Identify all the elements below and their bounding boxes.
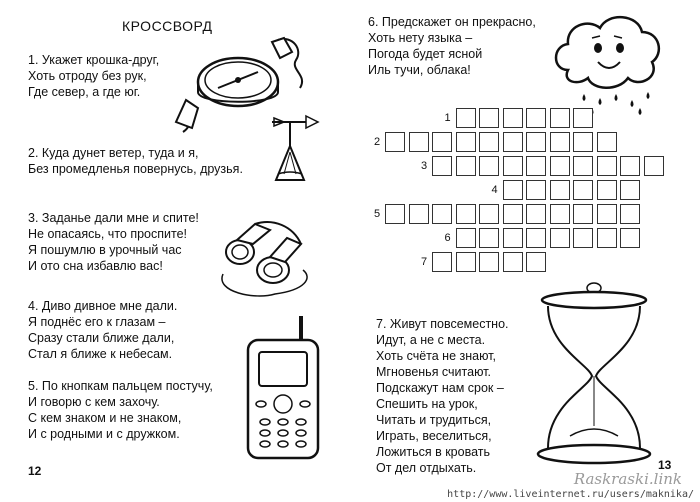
crossword-cell[interactable] bbox=[573, 108, 593, 128]
crossword-cell[interactable] bbox=[409, 132, 429, 152]
crossword-cell[interactable] bbox=[503, 132, 523, 152]
crossword-cell[interactable] bbox=[526, 108, 546, 128]
crossword-cell[interactable] bbox=[597, 180, 617, 200]
crossword-cell[interactable] bbox=[503, 252, 523, 272]
crossword-row-number: 2 bbox=[374, 136, 381, 148]
crossword-cell[interactable] bbox=[644, 156, 664, 176]
riddle-line: Подскажут нам срок – bbox=[376, 381, 504, 395]
page-title: КРОССВОРД bbox=[122, 18, 213, 34]
crossword-cell[interactable] bbox=[526, 252, 546, 272]
crossword-cell[interactable] bbox=[456, 132, 476, 152]
riddle-line: Я пошумлю в урочный час bbox=[28, 243, 182, 257]
crossword-cell[interactable] bbox=[550, 180, 570, 200]
riddle-line: От дел отдыхать. bbox=[376, 461, 477, 475]
crossword-row-number: 4 bbox=[491, 184, 498, 196]
crossword-row-number: 7 bbox=[421, 256, 428, 268]
riddle-line: Иль тучи, облака! bbox=[368, 63, 471, 77]
crossword-cell[interactable] bbox=[620, 228, 640, 248]
mobile-phone-illustration bbox=[245, 312, 325, 462]
watermark: Raskraski.link bbox=[573, 470, 682, 488]
crossword-row-number: 6 bbox=[444, 232, 451, 244]
crossword-cell[interactable] bbox=[573, 132, 593, 152]
riddle-1 bbox=[28, 52, 159, 100]
riddle-line: Мгновенья считают. bbox=[376, 365, 491, 379]
crossword-cell[interactable] bbox=[503, 156, 523, 176]
riddle-line: Погода будет ясной bbox=[368, 47, 483, 61]
crossword-cell[interactable] bbox=[550, 204, 570, 224]
crossword-cell[interactable] bbox=[503, 108, 523, 128]
crossword-row-number: 3 bbox=[421, 160, 428, 172]
riddle-line: Без промедленья повернусь, друзья. bbox=[28, 162, 243, 176]
crossword-cell[interactable] bbox=[479, 108, 499, 128]
crossword-cell[interactable] bbox=[597, 204, 617, 224]
crossword-cell[interactable] bbox=[456, 228, 476, 248]
riddle-line: 6. Предскажет он прекрасно, bbox=[368, 15, 536, 29]
riddle-7 bbox=[376, 316, 509, 476]
weather-vane-illustration bbox=[262, 108, 322, 193]
crossword-cell[interactable] bbox=[479, 204, 499, 224]
riddle-line: 7. Живут повсеместно. bbox=[376, 317, 509, 331]
credit-url: http://www.liveinternet.ru/users/maknika/ bbox=[447, 489, 694, 500]
crossword-cell[interactable] bbox=[479, 252, 499, 272]
crossword-cell[interactable] bbox=[526, 132, 546, 152]
crossword-cell[interactable] bbox=[479, 132, 499, 152]
binoculars-illustration bbox=[215, 212, 315, 302]
crossword-cell[interactable] bbox=[620, 204, 640, 224]
crossword-cell[interactable] bbox=[550, 228, 570, 248]
riddle-line: И с родными и с дружком. bbox=[28, 427, 180, 441]
riddle-line: Хоть отроду без рук, bbox=[28, 69, 147, 83]
riddle-line: 3. Заданье дали мне и спите! bbox=[28, 211, 199, 225]
crossword-cell[interactable] bbox=[573, 204, 593, 224]
crossword-cell[interactable] bbox=[526, 228, 546, 248]
hourglass-illustration bbox=[530, 276, 660, 476]
crossword-cell[interactable] bbox=[409, 204, 429, 224]
crossword-cell[interactable] bbox=[479, 228, 499, 248]
riddle-line: 4. Диво дивное мне дали. bbox=[28, 299, 178, 313]
riddle-2 bbox=[28, 145, 243, 177]
crossword-cell[interactable] bbox=[573, 228, 593, 248]
crossword-cell[interactable] bbox=[432, 204, 452, 224]
riddle-line: И говорю с кем захочу. bbox=[28, 395, 160, 409]
crossword-cell[interactable] bbox=[503, 204, 523, 224]
page-number-left: 12 bbox=[28, 464, 42, 478]
crossword-row-number: 1 bbox=[444, 112, 451, 124]
crossword-cell[interactable] bbox=[550, 132, 570, 152]
riddle-line: Ложиться в кровать bbox=[376, 445, 490, 459]
crossword-cell[interactable] bbox=[597, 228, 617, 248]
riddle-line: 1. Укажет крошка-друг, bbox=[28, 53, 160, 67]
crossword-cell[interactable] bbox=[550, 108, 570, 128]
crossword-cell[interactable] bbox=[597, 156, 617, 176]
crossword-cell[interactable] bbox=[526, 204, 546, 224]
crossword-cell[interactable] bbox=[432, 156, 452, 176]
crossword-cell[interactable] bbox=[526, 156, 546, 176]
riddle-3 bbox=[28, 210, 199, 274]
crossword-cell[interactable] bbox=[550, 156, 570, 176]
crossword-cell[interactable] bbox=[385, 132, 405, 152]
crossword-cell[interactable] bbox=[503, 228, 523, 248]
riddle-line: И ото сна избавлю вас! bbox=[28, 259, 163, 273]
crossword-cell[interactable] bbox=[573, 180, 593, 200]
crossword-cell[interactable] bbox=[432, 132, 452, 152]
page-number-right: 13 bbox=[658, 458, 672, 472]
crossword-cell[interactable] bbox=[620, 156, 640, 176]
riddle-5 bbox=[28, 378, 213, 442]
riddle-line: Я поднёс его к глазам – bbox=[28, 315, 166, 329]
crossword-row-number: 5 bbox=[374, 208, 381, 220]
riddle-line: Сразу стали ближе дали, bbox=[28, 331, 175, 345]
riddle-line: 5. По кнопкам пальцем постучу, bbox=[28, 379, 213, 393]
riddle-line: Стал я ближе к небесам. bbox=[28, 347, 173, 361]
crossword-cell[interactable] bbox=[456, 156, 476, 176]
riddle-line: Читать и трудиться, bbox=[376, 413, 492, 427]
riddle-line: Не опасаясь, что проспите! bbox=[28, 227, 188, 241]
riddle-4 bbox=[28, 298, 177, 362]
riddle-line: Хоть нету языка – bbox=[368, 31, 473, 45]
riddle-line: Играть, веселиться, bbox=[376, 429, 492, 443]
crossword-cell[interactable] bbox=[479, 156, 499, 176]
riddle-line: Спешить на урок, bbox=[376, 397, 478, 411]
riddle-line: 2. Куда дунет ветер, туда и я, bbox=[28, 146, 199, 160]
crossword-cell[interactable] bbox=[432, 252, 452, 272]
crossword-cell[interactable] bbox=[456, 252, 476, 272]
cloud-illustration bbox=[548, 8, 666, 118]
crossword-cell[interactable] bbox=[597, 132, 617, 152]
riddle-line: Хоть счёта не знают, bbox=[376, 349, 496, 363]
crossword-cell[interactable] bbox=[503, 180, 523, 200]
crossword-cell[interactable] bbox=[573, 156, 593, 176]
crossword-cell[interactable] bbox=[385, 204, 405, 224]
riddle-6 bbox=[368, 14, 536, 78]
crossword-cell[interactable] bbox=[456, 108, 476, 128]
crossword-cell[interactable] bbox=[456, 204, 476, 224]
riddle-line: С кем знаком и не знаком, bbox=[28, 411, 182, 425]
crossword-cell[interactable] bbox=[620, 180, 640, 200]
riddle-line: Где север, а где юг. bbox=[28, 85, 141, 99]
crossword-cell[interactable] bbox=[526, 180, 546, 200]
riddle-line: Идут, а не с места. bbox=[376, 333, 486, 347]
